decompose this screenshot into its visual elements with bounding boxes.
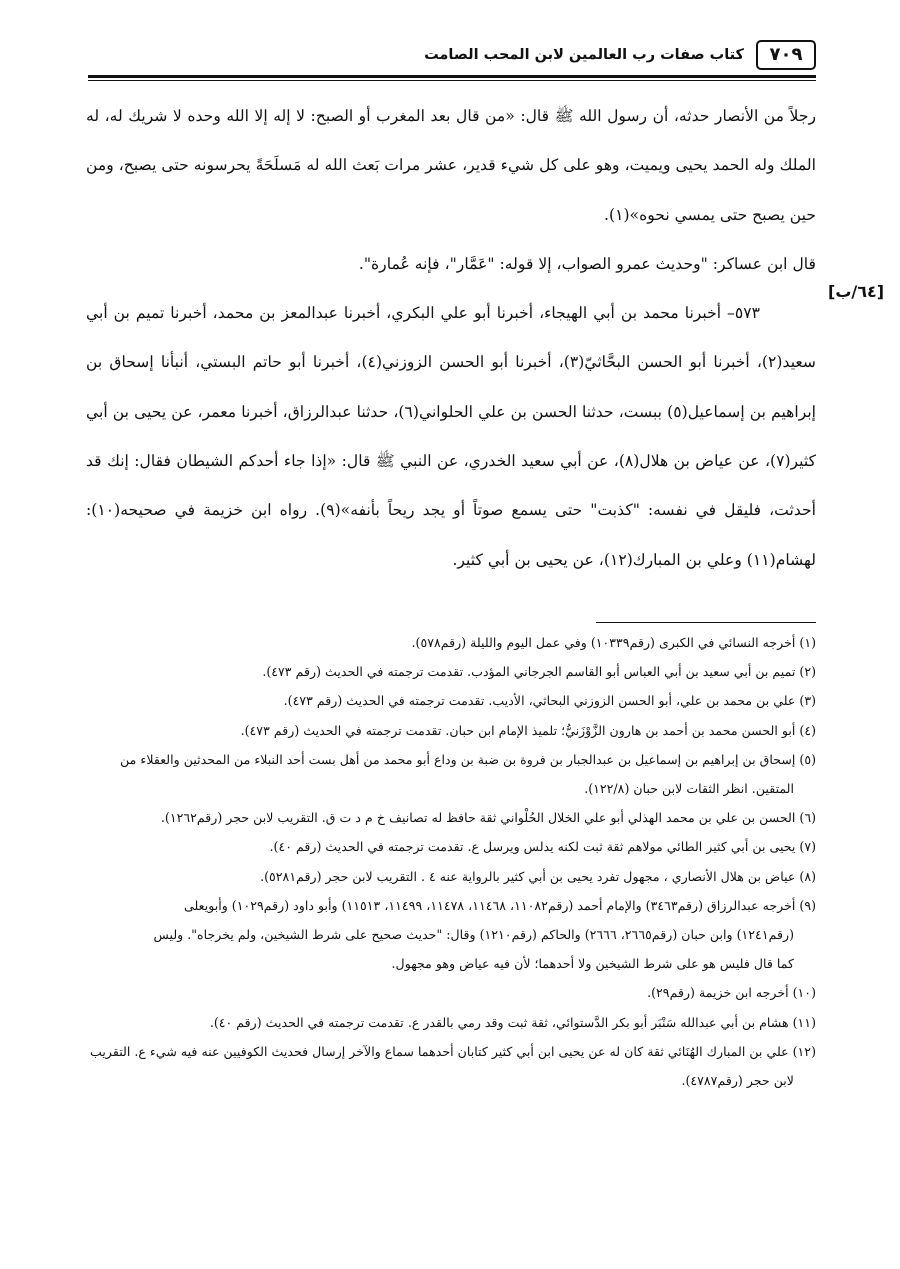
main-text xyxy=(86,92,816,585)
footnote-4: (٤) أبو الحسن محمد بن أحمد بن هارون الزَّوْزَنيُّ؛ تلميذ الإمام ابن حبان. تقدمت ترجمته في الحديث (رقم ٤٧٣). xyxy=(240,722,816,738)
footnote-5-continued: المتقين. انظر الثقات لابن حبان (١٢٢/٨). xyxy=(584,781,794,797)
footnote-10: (١٠) أخرجه ابن خزيمة (رقم٢٩). xyxy=(647,985,816,1001)
footnote-3: (٣) علي بن محمد بن علي، أبو الحسن الزوزني البحاثي، الأديب. تقدمت ترجمته في الحديث (رقم ٤٧٣). xyxy=(283,693,816,709)
footnote-2: (٢) تميم بن أبي سعيد بن أبي العباس أبو القاسم الجرجاني المؤدب. تقدمت ترجمته في الحديث (رقم ٤٧٣). xyxy=(262,664,816,680)
footnote-9-continued: (رقم١٢٤١) وابن حبان (رقم٢٦٦٥، ٢٦٦٦) والحاكم (رقم١٢١٠) وقال: "حديث صحيح على شرط الشيخين، ولم يخرجاه". وليس xyxy=(153,927,794,943)
footnote-1: (١) أخرجه النسائي في الكبرى (رقم١٠٣٣٩) وفي عمل اليوم والليلة (رقم٥٧٨). xyxy=(411,635,816,650)
footnote-separator xyxy=(596,622,816,623)
footnote-6: (٦) الحسن بن علي بن محمد الهذلي أبو علي الخلال الحُلْواني ثقة حافظ له تصانيف خ م د ت ق. التقريب لابن حجر (رقم١٢٦٢). xyxy=(160,810,816,826)
paragraph-1: رجلاً من الأنصار حدثه، أن رسول الله ﷺ قال: «من قال بعد المغرب أو الصبح: لا إله إلا الله وحده لا شريك له، له الملك وله الحمد يحيى ويميت، وهو على كل شيء قدير، عشر مرات بَعث الله له مَسلَحَةً يحرسونه حتى يصبح، ومن حين يصبح حتى يمسي نحوه»(١). xyxy=(86,107,816,224)
footnote-9-continued-2: كما قال فليس هو على شرط الشيخين ولا أحدهما؛ لأن فيه عياض وهو مجهول. xyxy=(391,956,794,972)
footnotes xyxy=(86,628,816,1095)
footnote-7: (٧) يحيى بن أبي كثير الطائي مولاهم ثقة ثبت لكنه يدلس ويرسل ع. تقدمت ترجمته في الحديث (رقم ٤٠). xyxy=(269,839,816,855)
page-header xyxy=(88,36,816,76)
manuscript-folio-note: [٦٤/ب] xyxy=(828,282,885,301)
page-number: ٧٠٩ xyxy=(756,40,816,70)
paragraph-2: قال ابن عساكر: "وحديث عمرو الصواب، إلا قوله: "عَمَّار"، فإنه عُمارة". xyxy=(358,254,816,273)
footnote-12: (١٢) علي بن المبارك الهُنَائي ثقة كان له عن يحيى ابن أبي كثير كتابان أحدهما سماع والآخر إرسال فحديث الكوفيين عنه فيه شيء ع. التقريب xyxy=(90,1043,816,1059)
footnote-9: (٩) أخرجه عبدالرزاق (رقم٣٤٦٣) والإمام أحمد (رقم١١٠٨٢، ١١٤٦٨، ١١٤٧٨، ١١٤٩٩، ١١٥١٣) وأبو داود (رقم١٠٢٩) وأبويعلى xyxy=(183,897,816,913)
footnote-11: (١١) هشام بن أبي عبدالله سَنْبَر أبو بكر الدَّستوائي، ثقة ثبت وقد رمي بالقدر ع. تقدمت ترجمته في الحديث (رقم ٤٠). xyxy=(209,1014,816,1030)
paragraph-573: ٥٧٣– أخبرنا محمد بن أبي الهيجاء، أخبرنا أبو علي البكري، أخبرنا عبدالمعز بن محمد، أخبرنا تميم بن أبي سعيد(٢)، أخبرنا أبو الحسن البحَّاثيّ(٣)، أخبرنا أبو الحسن الزوزني(٤)، أخبرنا أبو حاتم البستي، أنبأنا إسحاق بن إبراهيم بن إسماعيل(٥) ببست، حدثنا الحسن بن علي الحلواني(٦)، حدثنا عبدالرزاق، أخبرنا معمر، عن يحيى بن أبي كثير(٧)، عن عياض بن هلال(٨)، عن أبي سعيد الخدري، عن النبي ﷺ قال: «إذا جاء أحدكم الشيطان فقال: إنك قد أحدثت، فليقل في نفسه: "كذبت" حتى يسمع صوتاً أو يجد ريحاً بأنفه»(٩). رواه ابن خزيمة في صحيحه(١٠): لهشام(١١) وعلي بن المبارك(١٢)، عن يحيى بن أبي كثير. xyxy=(86,304,817,569)
footnote-8: (٨) عياض بن هلال الأنصاري ، مجهول تفرد يحيى بن أبي كثير بالرواية عنه ٤ . التقريب لابن حجر (رقم٥٢٨١). xyxy=(260,868,816,884)
footnote-12-continued: لابن حجر (رقم٤٧٨٧). xyxy=(681,1073,794,1089)
running-title: كتاب صفات رب العالمين لابن المحب الصامت xyxy=(424,47,744,63)
header-rule-thin xyxy=(88,80,816,81)
header-rule-thick xyxy=(88,75,816,78)
footnote-5: (٥) إسحاق بن إبراهيم بن إسماعيل بن عبدالجبار بن فروة بن ضبة بن وداع أبو محمد من أهل بست أحد النبلاء من المحدثين والعقلاء من xyxy=(120,751,816,767)
